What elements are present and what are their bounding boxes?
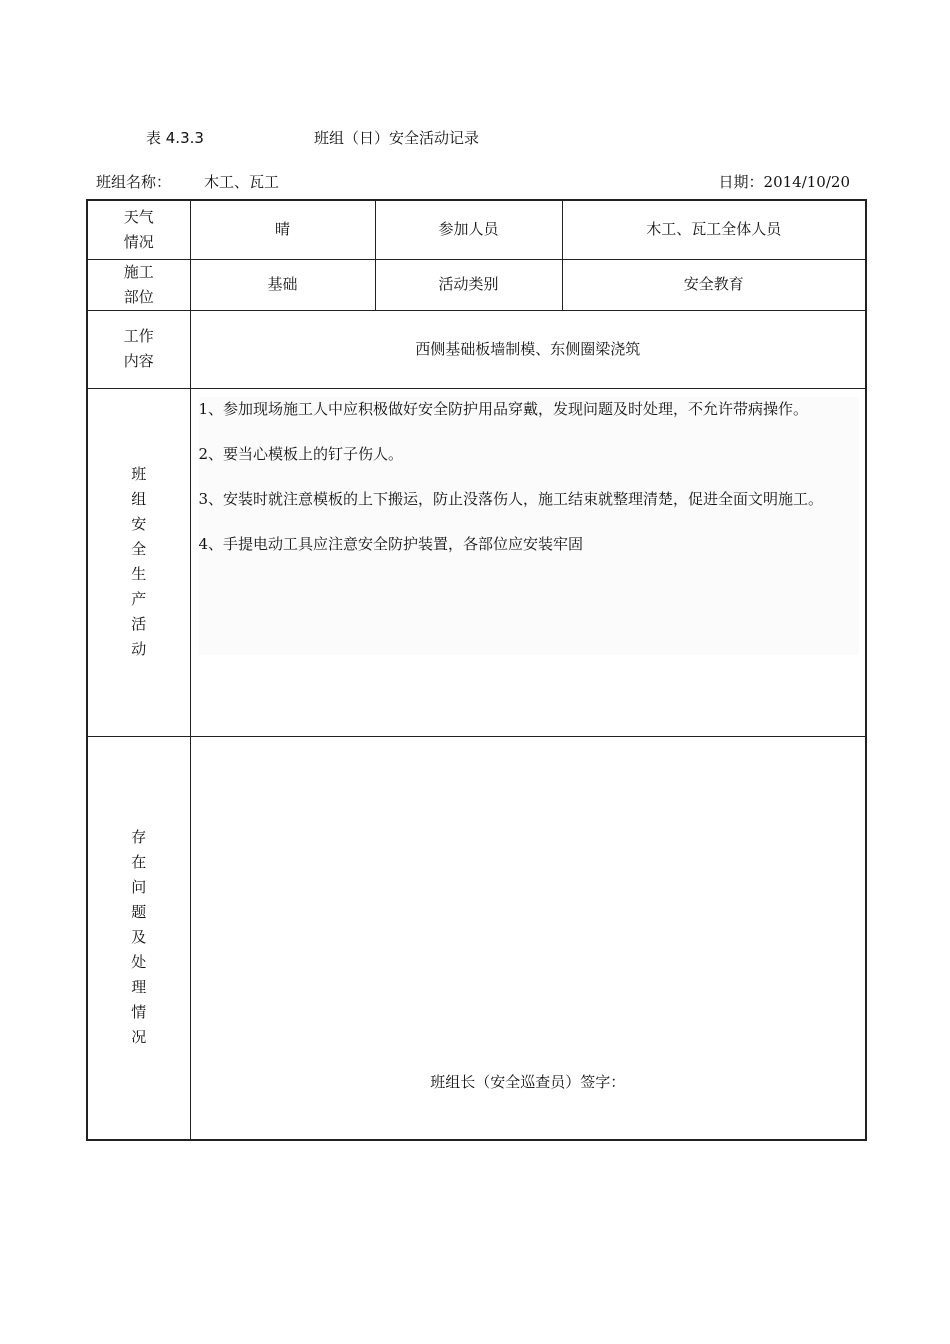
table-number: 表 4.3.3 xyxy=(146,129,204,147)
meta-row xyxy=(0,171,950,193)
problems-label-char: 处 xyxy=(131,953,147,972)
work-content-value: 西侧基础板墙制模、东侧圈梁浇筑 xyxy=(190,310,866,388)
activities-label-char: 生 xyxy=(131,565,147,583)
table-row xyxy=(87,259,866,310)
table-row xyxy=(87,310,866,388)
work-label-line-1: 工作 xyxy=(123,327,154,345)
weather-value: 晴 xyxy=(190,200,375,259)
problems-label-char: 情 xyxy=(131,1003,147,1022)
problems-label-char: 存 xyxy=(131,828,147,847)
activity-type-label: 活动类别 xyxy=(375,259,562,310)
team-name-value: 木工、瓦工 xyxy=(204,173,280,191)
problems-label-char: 问 xyxy=(131,878,147,897)
activity-item: 4、手提电动工具应注意安全防护装置，各部位应安装牢固 xyxy=(198,534,584,553)
activities-label-char: 产 xyxy=(131,590,147,608)
participants-value: 木工、瓦工全体人员 xyxy=(562,200,866,259)
weather-label xyxy=(87,200,190,259)
work-label-line-2: 内容 xyxy=(123,352,154,370)
site-label-line-1: 施工 xyxy=(123,262,154,281)
date-label: 日期： xyxy=(718,173,764,191)
date xyxy=(719,171,850,192)
table-row xyxy=(87,388,866,736)
participants-label: 参加人员 xyxy=(375,200,562,259)
problems-label-char: 题 xyxy=(131,903,147,922)
table-row xyxy=(87,736,866,1140)
activities-content xyxy=(190,388,866,736)
date-value: 2014/10/20 xyxy=(763,173,850,191)
problems-label-char: 理 xyxy=(131,978,147,997)
site-label-line-2: 部位 xyxy=(123,287,154,306)
activity-item: 2、要当心模板上的钉子伤人。 xyxy=(198,444,404,463)
activities-label-char: 活 xyxy=(131,615,147,633)
problems-label-char: 及 xyxy=(131,928,147,947)
weather-label-line-2: 情况 xyxy=(123,232,154,251)
site-label xyxy=(87,259,190,310)
activities-label-char: 全 xyxy=(131,540,147,558)
problems-label xyxy=(87,736,190,1140)
safety-activity-table xyxy=(86,199,867,1141)
activity-item: 3、安装时就注意模板的上下搬运，防止没落伤人，施工结束就整理清楚，促进全面文明施工。 xyxy=(198,489,824,508)
activities-label-char: 动 xyxy=(131,640,147,658)
document-title: 班组（日）安全活动记录 xyxy=(314,129,480,147)
problems-label-char: 况 xyxy=(131,1028,147,1047)
activity-type-value: 安全教育 xyxy=(562,259,866,310)
title-row xyxy=(0,127,950,149)
activities-label xyxy=(87,388,190,736)
activities-label-char: 安 xyxy=(131,515,147,533)
work-content-label xyxy=(87,310,190,388)
table-row xyxy=(87,200,866,259)
activity-item: 1、参加现场施工人中应积极做好安全防护用品穿戴，发现问题及时处理，不允许带病操作。 xyxy=(198,399,809,418)
problems-content xyxy=(190,736,866,1140)
activities-list xyxy=(199,397,860,655)
activities-label-char: 班 xyxy=(131,465,147,483)
site-value: 基础 xyxy=(190,259,375,310)
team-name-label: 班组名称： xyxy=(96,173,172,191)
signature-label: 班组长（安全巡查员）签字： xyxy=(430,1073,626,1091)
problems-label-char: 在 xyxy=(131,853,147,872)
activities-label-char: 组 xyxy=(131,490,147,508)
weather-label-line-1: 天气 xyxy=(123,207,154,226)
